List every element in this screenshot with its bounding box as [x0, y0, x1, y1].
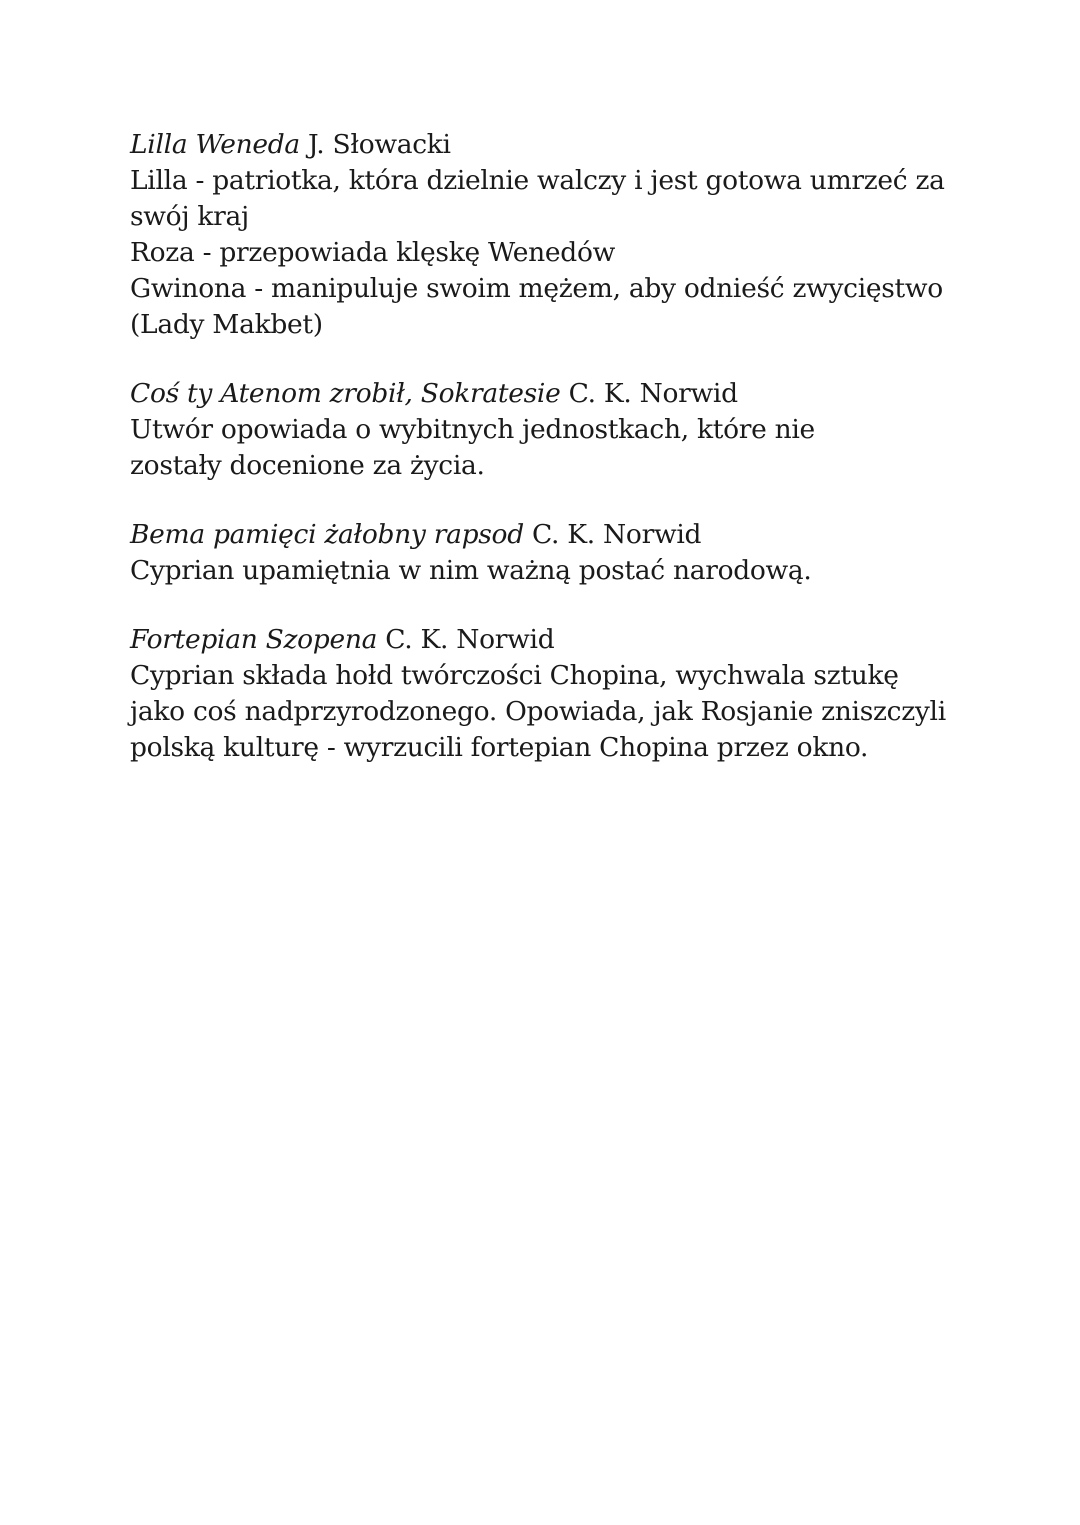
- document-page: [130, 127, 950, 799]
- work-author: J. Słowacki: [299, 129, 451, 160]
- section-fortepian-szopena: [130, 622, 950, 766]
- section-sokrates: [130, 376, 950, 484]
- section-lilla-weneda: [130, 127, 950, 343]
- paragraph-line: Roza - przepowiada klęskę Wenedów: [130, 237, 615, 268]
- section-heading: [130, 127, 950, 163]
- section-heading: [130, 517, 950, 553]
- section-heading: [130, 376, 950, 412]
- paragraph-line: Cyprian składa hołd twórczości Chopina, wychwala sztukę jako coś nadprzyrodzonego. Opowiada, jak Rosjanie zniszczyli polską kulturę - wyrzucili fortepian Chopina przez okno.: [130, 660, 946, 763]
- work-title: Lilla Weneda: [130, 129, 300, 160]
- work-author: C. K. Norwid: [560, 378, 738, 409]
- work-title: Coś ty Atenom zrobił, Sokratesie: [130, 378, 561, 409]
- paragraph-line: Gwinona - manipuluje swoim mężem, aby odnieść zwycięstwo (Lady Makbet): [130, 273, 943, 340]
- work-author: C. K. Norwid: [377, 624, 555, 655]
- paragraph-line: Cyprian upamiętnia w nim ważną postać narodową.: [130, 555, 812, 586]
- section-heading: [130, 622, 950, 658]
- work-title: Fortepian Szopena: [130, 624, 378, 655]
- work-title: Bema pamięci żałobny rapsod: [130, 519, 524, 550]
- work-author: C. K. Norwid: [523, 519, 702, 550]
- paragraph-line: Lilla - patriotka, która dzielnie walczy i jest gotowa umrzeć za swój kraj: [130, 165, 945, 232]
- paragraph-line: Utwór opowiada o wybitnych jednostkach, które nie zostały docenione za życia.: [130, 414, 815, 481]
- section-bema-rapsod: [130, 517, 950, 589]
